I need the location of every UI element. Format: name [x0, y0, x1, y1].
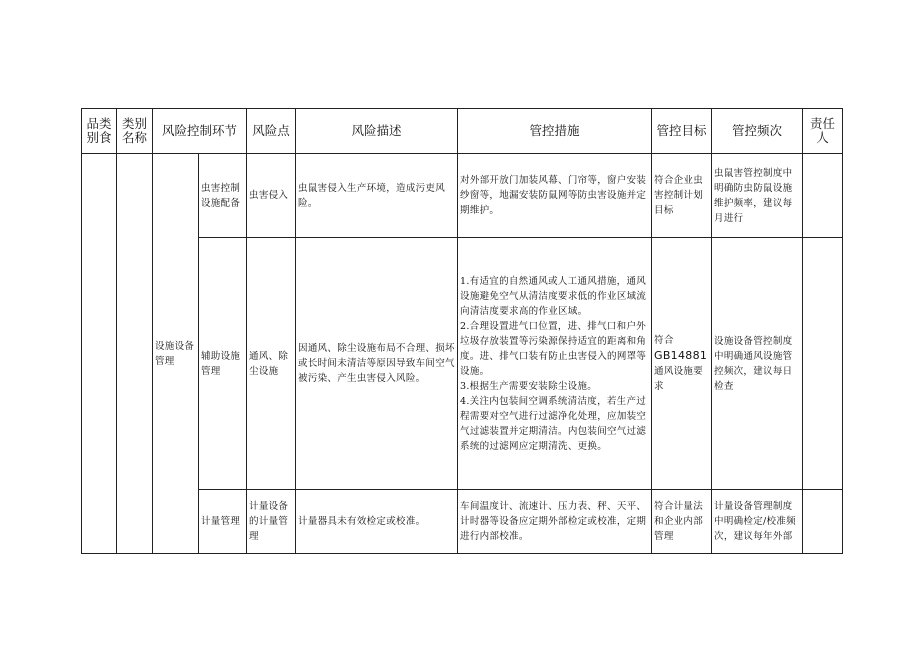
- measure-item: 1.有适宜的自然通风或人工通风措施，通风设施避免空气从清洁度要求低的作业区域流向清洁度要求高的作业区域。: [460, 275, 647, 317]
- target-suffix: 通风设施要求: [654, 366, 704, 392]
- responsible-cell: [803, 238, 843, 490]
- frequency-cell: 设施设备管控制度中明确通风设施管控频次，建议每日检查: [712, 238, 803, 490]
- risk-point-cell: 计量设备的计量管理: [247, 490, 296, 554]
- risk-point-cell: 虫害侵入: [247, 154, 296, 238]
- target-cell: 符合企业虫害控制计划目标: [652, 154, 712, 238]
- frequency-cell: 计量设备管理制度中明确检定/校准频次，建议每年外部: [712, 490, 803, 554]
- risk-desc-cell: 因通风、除尘设施布局不合理、损坏或长时间未清洁等原因导致车间空气被污染、产生虫害侵入风险。: [296, 238, 458, 490]
- header-control-step: 风险控制环节: [153, 109, 247, 154]
- measure-item: 3.根据生产需要安装除尘设施。: [460, 380, 598, 392]
- target-cell: 符合计量法和企业内部管理: [652, 490, 712, 554]
- header-category-name: 类别名称: [117, 109, 153, 154]
- risk-desc-cell: 虫鼠害侵入生产环境，造成污吏风险。: [296, 154, 458, 238]
- target-prefix: 符合: [654, 335, 674, 346]
- measures-cell: [458, 238, 652, 490]
- group-label: 设施设备管理: [153, 154, 199, 554]
- risk-control-table: [81, 108, 843, 554]
- responsible-cell: [803, 154, 843, 238]
- risk-point-cell: 通风、除尘设施: [247, 238, 296, 490]
- header-risk-point: 风险点: [247, 109, 296, 154]
- sub-step-cell: 计量管理: [199, 490, 247, 554]
- header-responsible: 责任人: [803, 109, 843, 154]
- target-code: GB14881: [654, 349, 708, 362]
- header-measures: 管控措施: [458, 109, 652, 154]
- measure-item: 4.关注内包装间空调系统清洁度，若生产过程需要对空气进行过滤净化处理，应加装空气过滤装置并定期清洁。内包装间空气过滤系统的过滤网应定期清洗、更换。: [460, 395, 647, 452]
- header-risk-desc: 风险描述: [296, 109, 458, 154]
- frequency-cell: 虫鼠害管控制度中明确防虫防鼠设施维护频率，建议每月进行: [712, 154, 803, 238]
- header-frequency: 管控频次: [712, 109, 803, 154]
- table-row: [82, 154, 843, 238]
- risk-desc-cell: 计量器具未有效检定或校准。: [296, 490, 458, 554]
- sub-step-cell: 虫害控制设施配备: [199, 154, 247, 238]
- measures-cell: 车间温度计、流速计、压力表、秤、天平、计时器等设备应定期外部检定或校准，定期进行内部校准。: [458, 490, 652, 554]
- responsible-cell: [803, 490, 843, 554]
- category-food-cell: [82, 154, 117, 554]
- header-target: 管控目标: [652, 109, 712, 154]
- header-category-food: 品类别食: [82, 109, 117, 154]
- category-name-cell: [117, 154, 153, 554]
- measure-item: 2.合理设置进气口位置，进、排气口和户外垃圾存放装置等污染源保持适宜的距离和角度。进、排气口装有防止虫害侵入的网罩等设施。: [460, 320, 647, 377]
- measures-cell: 对外部开放门加装风幕、门帘等，窗户安装纱窗等，地漏安装防鼠网等防虫害设施并定期维护。: [458, 154, 652, 238]
- sub-step-cell: 辅助设施管理: [199, 238, 247, 490]
- header-row: [82, 109, 843, 154]
- target-cell: [652, 238, 712, 490]
